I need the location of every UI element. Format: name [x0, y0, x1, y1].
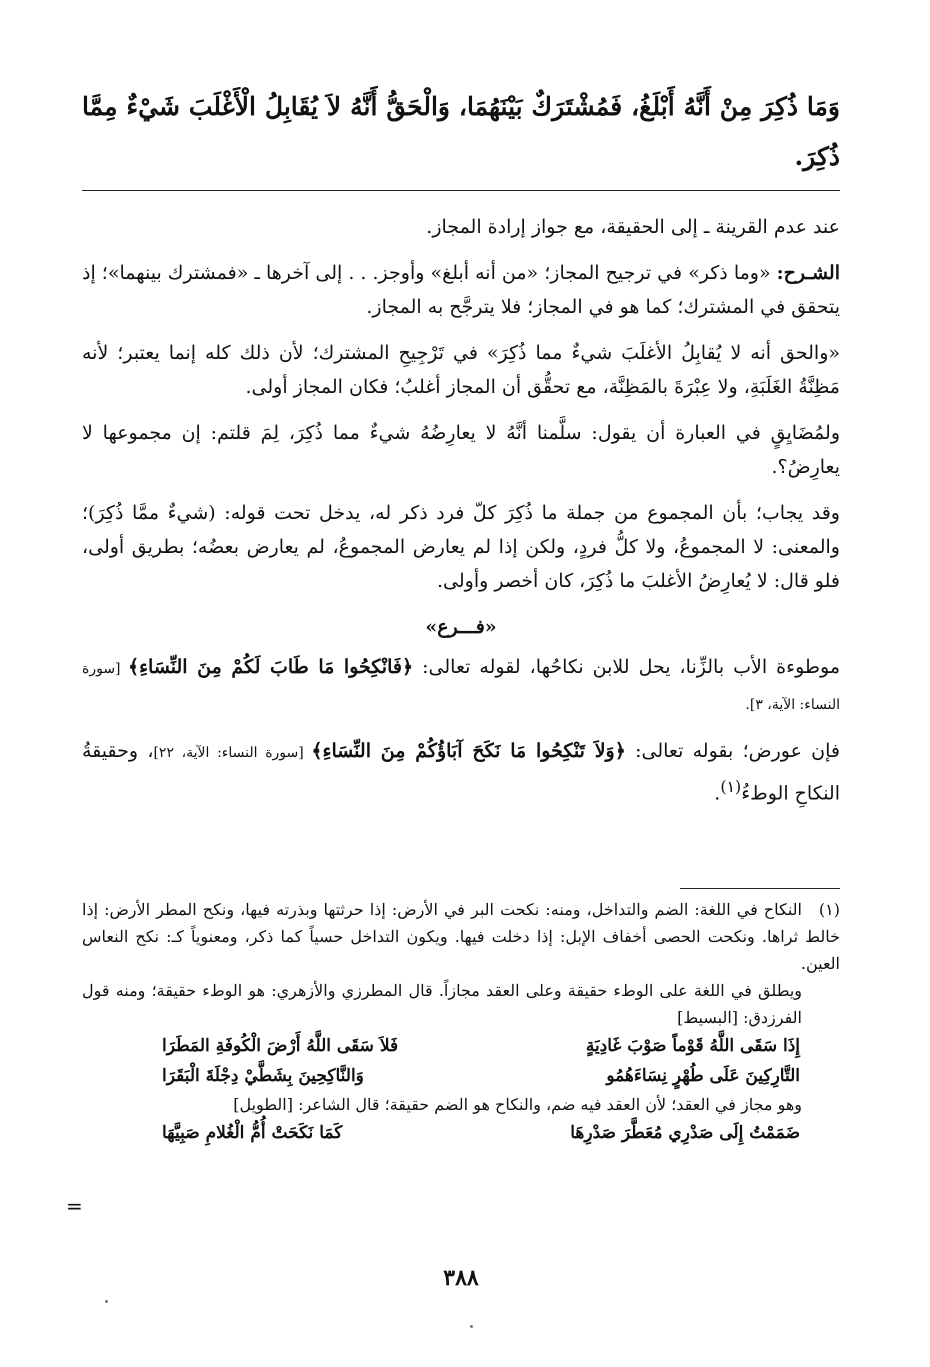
page-number: ٣٨٨	[443, 1265, 479, 1291]
paragraph-5: وقد يجاب؛ بأن المجموع من جملة ما ذُكِرَ كلّ فرد ذكر له، يدخل تحت قوله: (شيءٌ ممَّا ذُكِرَ)؛ والمعنى: لا المجموعُ، ولا كلُّ فردٍ، ولكن إذا لم يعارض المجموعُ، لم يعارض بعضُه؛ بطريق أولى، فلو قال: لا يُعارِضُ الأغلبَ ما ذُكِرَ، كان أخصر وأولى.	[82, 502, 840, 592]
sharh-label: الشـرح:	[776, 262, 841, 284]
verse-2-second-hemistich: وَالنَّاكِحِينَ بِشَطَّيْ دِجْلَةَ الْبَقَرَا	[162, 1066, 364, 1086]
footnotes	[82, 896, 840, 1148]
paragraph-2	[82, 256, 840, 324]
footnote-number: (١)	[818, 900, 840, 919]
section-heading: «فـــرع»	[425, 616, 497, 638]
paragraph-7-continuation: ، وحقيقةُ النكاحِ الوطءُ	[82, 740, 840, 805]
paragraph-6-text: موطوءة الأب بالزِّنا، يحل للابن نكاحُها، لقوله تعالى:	[413, 656, 840, 678]
verse-3-first-hemistich: ضَمَمْتُ إِلَى صَدْرِي مُعَطَّرَ صَدْرِهَا	[570, 1123, 800, 1143]
footnote-1-para-3: وهو مجاز في العقد؛ لأن العقد فيه ضم، والنكاح هو الضم حقيقة؛ قال الشاعر: [الطويل]	[233, 1095, 802, 1114]
verse-3-second-hemistich: كَمَا نَكَحَتْ أُمُّ الْغُلامِ صَبِيَّهَا	[162, 1123, 343, 1143]
quran-quote-1: ﴿فَانْكِحُوا مَا طَابَ لَكُمْ مِنَ النِّسَاءِ﴾	[127, 656, 414, 678]
footnote-separator-rule	[680, 888, 840, 889]
verse-1-first-hemistich: إِذَا سَقَى اللَّهُ قَوْماً صَوْبَ غَادِيَةٍ	[585, 1036, 800, 1056]
scan-speck	[105, 1300, 108, 1303]
verse-2-first-hemistich: التَّارِكِينَ عَلَى طُهْرٍ نِسَاءَهُمُو	[606, 1066, 800, 1086]
paragraph-7-text: فإن عورض؛ بقوله تعالى:	[625, 740, 840, 762]
matn-line: وَمَا ذُكِرَ مِنْ أَنَّهُ أَبْلَغُ، فَمُشْتَرَكٌ بَيْنَهُمَا، وَالْحَقُّ أَنَّهُ لاَ يُقَابِلُ الْأَغْلَبَ شَيْءٌ مِمَّا ذُكِرَ.	[82, 92, 840, 171]
poem-verse-2	[82, 1061, 840, 1091]
commentary-body	[82, 210, 840, 822]
paragraph-4: ولمُضَايِقٍ في العبارة أن يقول: سلَّمنا أنَّهُ لا يعارِضُهُ شيءٌ مما ذُكِرَ، لِمَ قلتم: إن مجموعها لا يعارِضُ؟.	[82, 422, 840, 478]
matn-separator-rule	[82, 190, 840, 191]
poem-verse-3	[82, 1118, 840, 1148]
scan-speck	[470, 1325, 473, 1328]
verse-1-second-hemistich: فَلاَ سَقَى اللَّهُ أَرْضَ الْكُوفَةِ المَطَرَا	[162, 1036, 399, 1056]
paragraph-7-end: .	[714, 782, 721, 805]
footnote-1	[82, 896, 840, 977]
poem-verse-1	[82, 1031, 840, 1061]
paragraph-2-text: «وما ذكر» في ترجيح المجاز؛ «من أنه أبلغ» وأوجز. . . إلى آخرها ـ «فمشترك بينهما»؛ إذ يتحقق في المشترك؛ كما هو في المجاز؛ فلا يترجَّح به المجاز.	[82, 262, 840, 318]
paragraph-3: «والحق أنه لا يُقابِلُ الأغلَبَ شيءٌ مما ذُكِرَ» في تَرْجِيحِ المشترك؛ لأن ذلك كله إنما يعتبر؛ لأنه مَظِنَّةُ الغَلَبَةِ، ولا عِبْرَةَ بالمَظِنَّة، مع تحقُّق أن المجاز أغلبُ؛ فكان المجاز أولى.	[82, 342, 840, 398]
paragraph-7	[82, 734, 840, 810]
footnote-1-text: النكاح في اللغة: الضم والتداخل، ومنه: نكحت البر في الأرض: إذا حرثتها وبذرته فيها، ونكح المطر الأرض: إذا خالط ثراها. ونكحت الحصى أخفاف الإبل: إذا دخلت فيها. ويكون التداخل حسياً كما ذكر، ومعنوياً كـ: نكح النعاس العين.	[82, 900, 841, 973]
paragraph-1: عند عدم القرينة ـ إلى الحقيقة، مع جواز إرادة المجاز.	[426, 216, 840, 238]
footnote-marker[interactable]: (١)	[720, 777, 742, 796]
quran-reference-2: [سورة النساء: الآية، ٢٢]	[153, 745, 312, 761]
paragraph-6	[82, 650, 840, 722]
document-page	[82, 0, 840, 1367]
matn-text	[82, 82, 840, 182]
footnote-1-para-2: ويطلق في اللغة على الوطء حقيقة وعلى العقد مجازاً. قال المطرزي والأزهري: هو الوطء حقيقة؛ ومنه قول الفرزدق: [البسيط]	[82, 981, 802, 1027]
quran-reference-1: [سورة النساء: الآية، ٣].	[82, 661, 840, 713]
quran-quote-2: ﴿وَلاَ تَنْكِحُوا مَا نَكَحَ آبَاؤُكُمْ مِنَ النِّسَاءِ﴾	[311, 740, 626, 762]
continuation-mark: =	[66, 1194, 83, 1218]
